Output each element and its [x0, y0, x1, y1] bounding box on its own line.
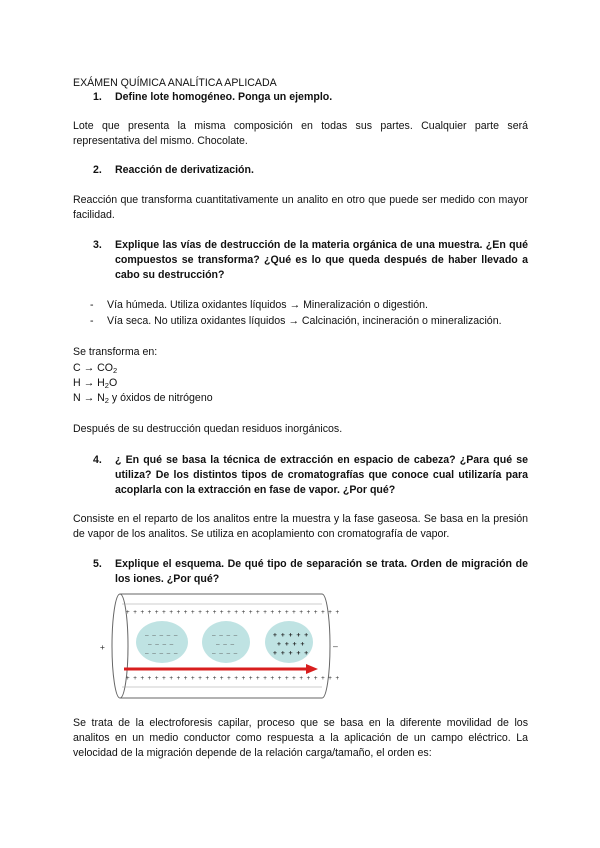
zone2-mark: – – –	[216, 641, 235, 648]
reaction-hydrogen: $H \to H_2O$	[73, 377, 118, 390]
zone1-mark: – – – – –	[145, 650, 178, 657]
way-text: Vía seca. No utiliza oxidantes líquidos → Calcinación, incineración o mineralización.	[107, 315, 502, 327]
answer-2: Reacción que transforma cuantitativamente un analito en otro que puede ser medido con mayor facilidad.	[73, 194, 528, 221]
question-text: Explique el esquema. De qué tipo de separación se trata. Orden de migración de los iones. ¿Por qué?	[115, 558, 528, 585]
transform-label: Se transforma en:	[73, 346, 158, 358]
question-number: 1.	[93, 91, 102, 103]
zone3-mark: + + + +	[277, 640, 305, 648]
zone1-mark: – – – –	[148, 641, 174, 648]
zone3-mark: + + + + +	[273, 649, 309, 657]
zone1-mark: – – – – –	[145, 632, 178, 639]
question-number: 4.	[93, 454, 102, 466]
cathode-sign: –	[333, 642, 338, 651]
zone2-mark: – – – –	[212, 632, 238, 639]
question-text: Reacción de derivatización.	[115, 164, 254, 176]
question-3	[93, 238, 528, 283]
question-1	[93, 90, 528, 105]
question-number: 5.	[93, 558, 102, 570]
question-text: Explique las vías de destrucción de la materia orgánica de una muestra. ¿En qué compuestos se transforma? ¿Qué es lo que queda después de haber llevado a cabo su destrucción?	[115, 239, 528, 281]
way-text: Vía húmeda. Utiliza oxidantes líquidos → Mineralización o digestión.	[107, 299, 428, 311]
answer-4: Consiste en el reparto de los analitos entre la muestra y la fase gaseosa. Se basa en la presión de vapor de los analitos. Se utiliza en acoplamiento con cromatografía de vapor.	[73, 513, 528, 540]
question-2	[93, 163, 528, 178]
zone3-mark: + + + + +	[273, 631, 309, 639]
zone2-mark: – – – –	[212, 650, 238, 657]
wall-charge-bottom: + + + + + + + + + + + + + + + + + + + + + + + + + + + + + +	[126, 675, 340, 682]
exam-title: EXÁMEN QUÍMICA ANALÍTICA APLICADA	[73, 77, 277, 89]
residue-text: Después de su destrucción quedan residuos inorgánicos.	[73, 423, 343, 435]
answer-5: Se trata de la electroforesis capilar, proceso que se basa en la diferente movilidad de los analitos en un medio conductor como respuesta a la aplicación de un campo eléctrico. La velocidad de la migración depende de la relación carga/tamaño, el orden es:	[73, 717, 528, 759]
question-4	[93, 453, 528, 498]
anode-sign: +	[100, 643, 105, 652]
wall-charge-top: + + + + + + + + + + + + + + + + + + + + + + + + + + + + + +	[126, 609, 340, 616]
answer-1: Lote que presenta la misma composición en todas sus partes. Cualquier parte será representativa del mismo. Chocolate.	[73, 120, 528, 147]
question-text: ¿ En qué se basa la técnica de extracción en espacio de cabeza? ¿Para qué se utiliza? De los distintos tipos de cromatografías que conoce cual utilizaría para acoplarla con la extracción en fase de vapor. ¿Por qué?	[115, 454, 528, 496]
question-number: 2.	[93, 164, 102, 176]
electrophoresis-diagram	[100, 590, 340, 702]
question-number: 3.	[93, 239, 102, 251]
reaction-nitrogen: $N \to N_2$ y óxidos de nitrógeno	[73, 392, 213, 405]
question-5	[93, 557, 528, 587]
question-text: Define lote homogéneo. Ponga un ejemplo.	[115, 91, 333, 103]
bullet-dash: -	[90, 299, 94, 311]
reaction-carbon: $C \to CO_2$	[73, 362, 118, 375]
flow-arrow-head	[306, 664, 318, 674]
bullet-dash: -	[90, 315, 94, 327]
